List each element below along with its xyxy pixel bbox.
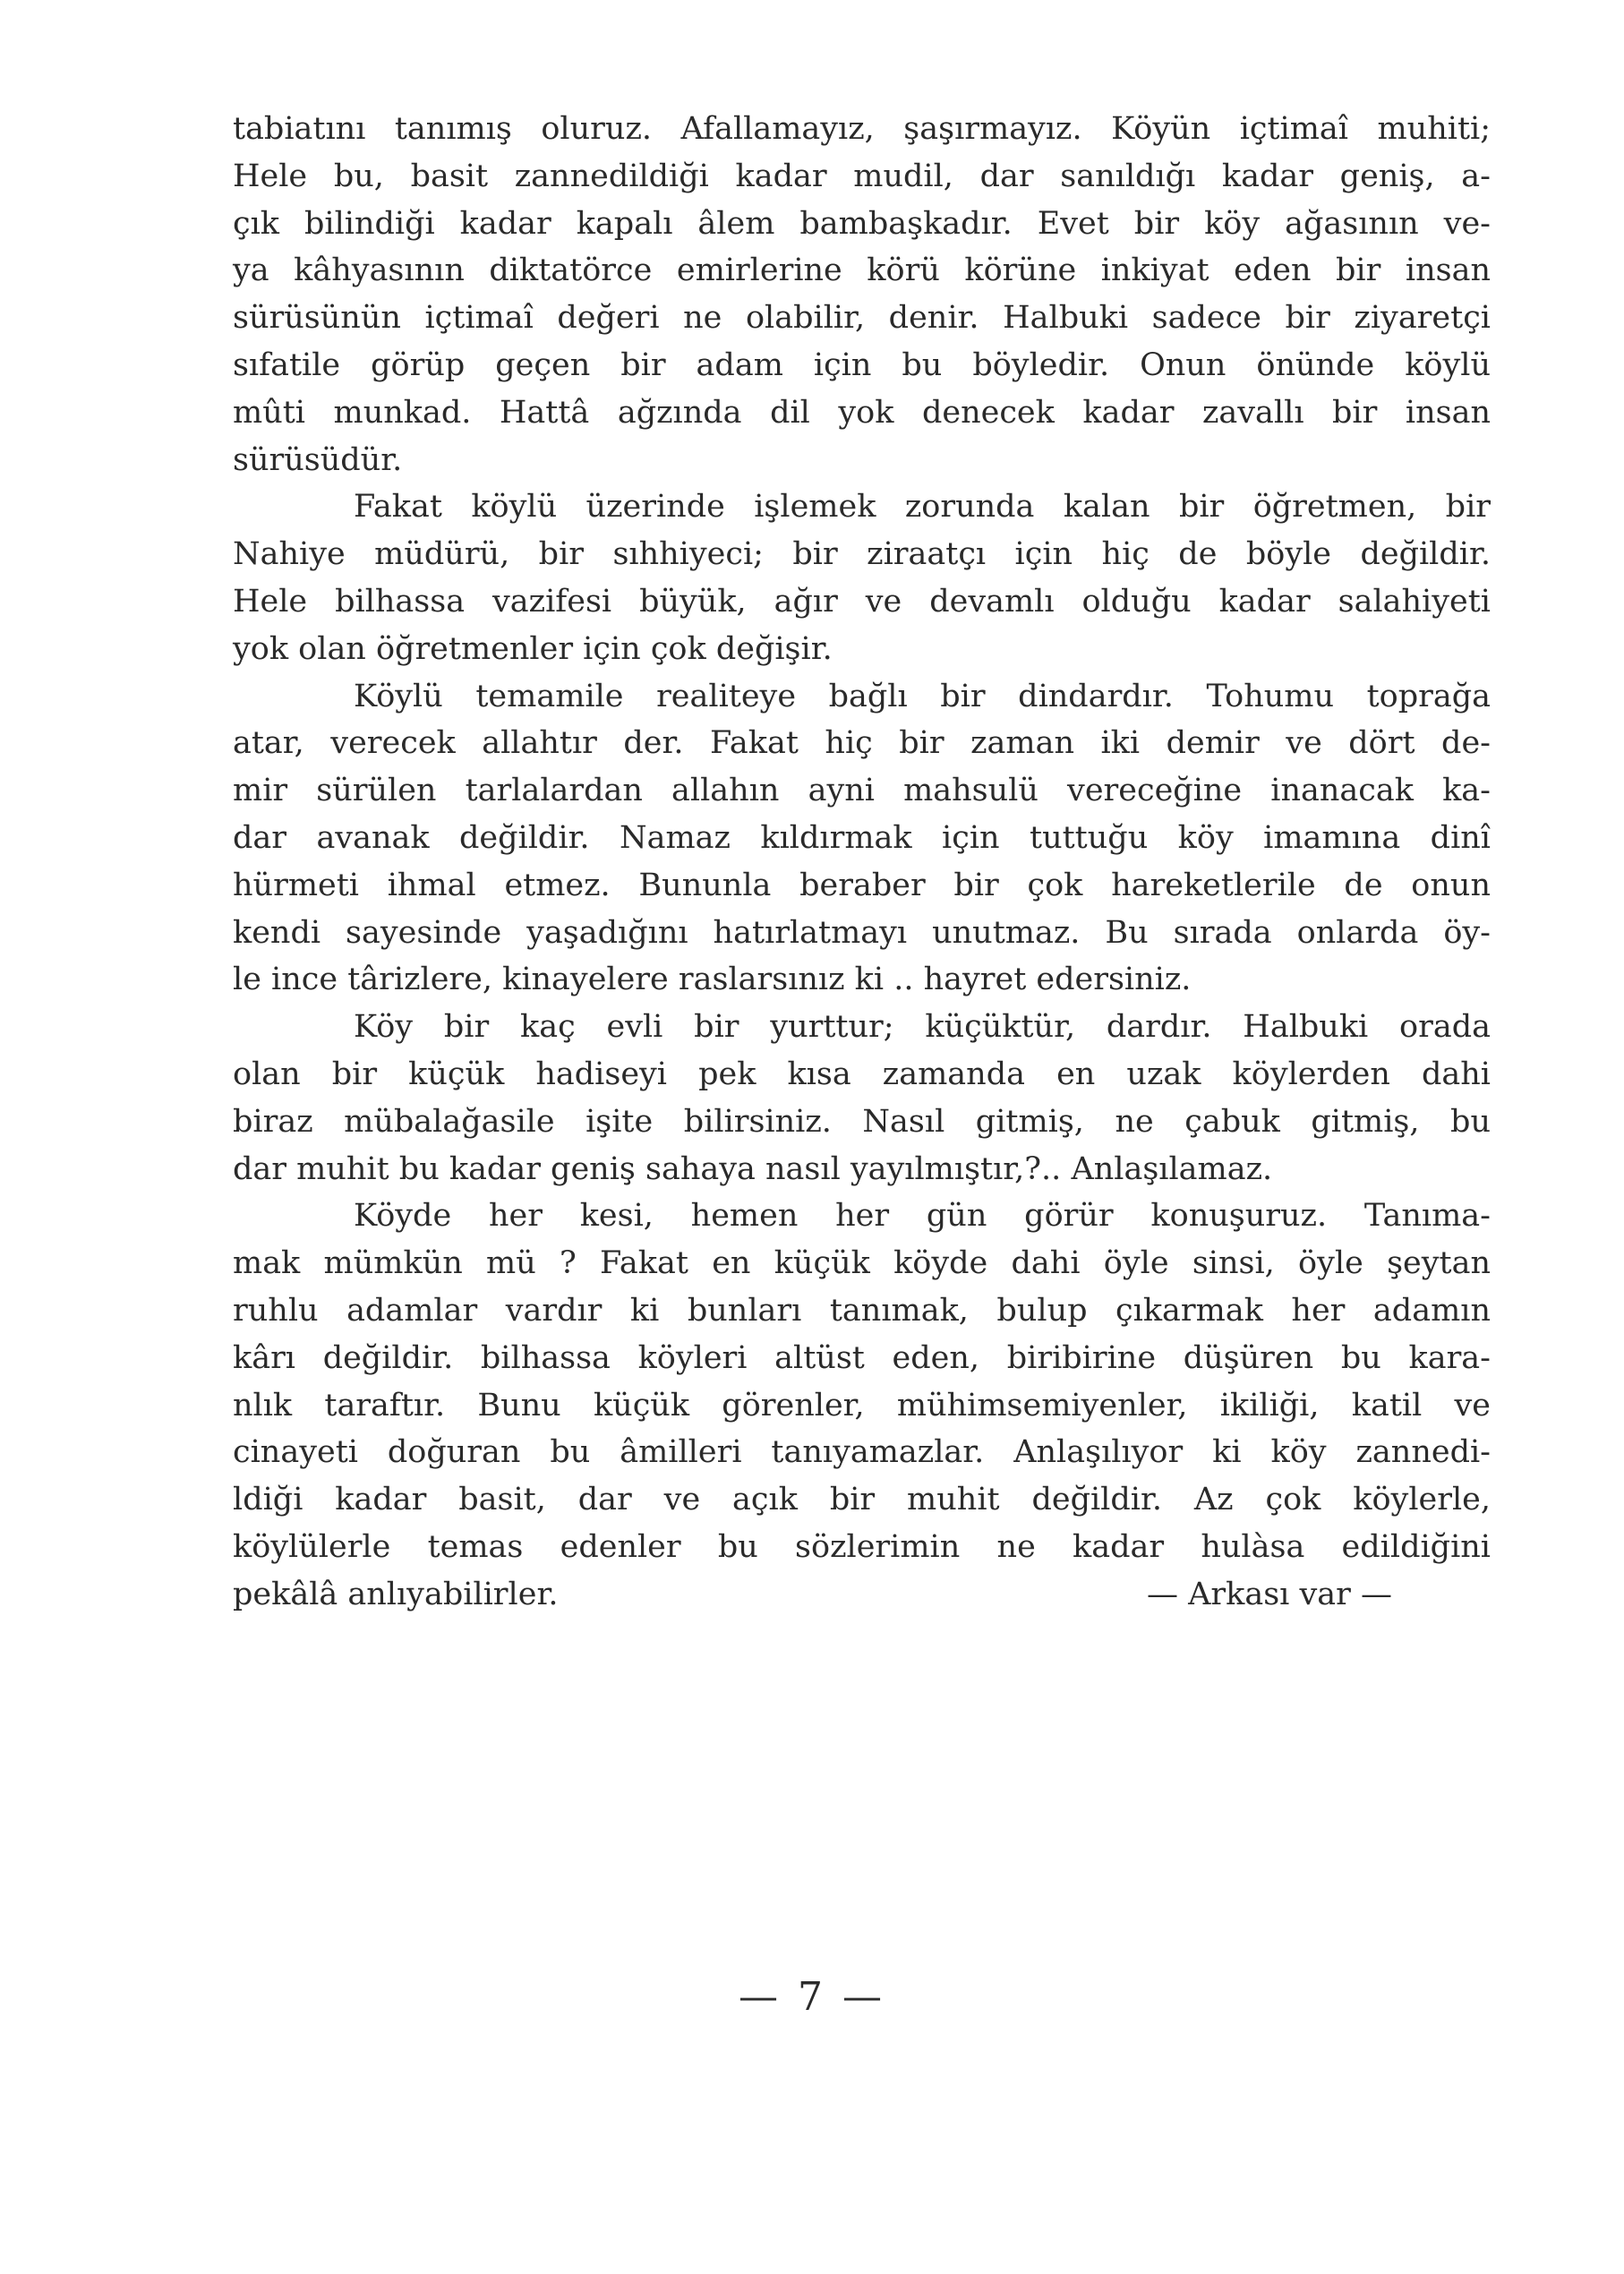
text-line: mak mümkün mü ? Fakat en küçük köyde dahi öyle sinsi, öyle şeytan — [233, 1245, 1491, 1282]
text-line: sürüsünün içtimaî değeri ne olabilir, denir. Halbuki sadece bir ziyaretçi — [233, 300, 1491, 337]
text-line: sıfatile görüp geçen bir adam için bu böyledir. Onun önünde köylü — [233, 346, 1491, 383]
text-line: atar, verecek allahtır der. Fakat hiç bir zaman iki demir ve dört de- — [233, 725, 1491, 762]
text-line: sürüsüdür. — [233, 441, 403, 478]
paragraph — [233, 483, 1491, 672]
text-line: Hele bilhassa vazifesi büyük, ağır ve devamlı olduğu kadar salahiyeti — [233, 583, 1491, 620]
text-line: ruhlu adamlar vardır ki bunları tanımak, bulup çıkarmak her adamın — [233, 1292, 1491, 1329]
text-line: ya kâhyasının diktatörce emirlerine körü körüne inkiyat eden bir insan — [233, 252, 1491, 289]
text-line: köylülerle temas edenler bu sözlerimin ne kadar hulàsa edildiğini — [233, 1528, 1491, 1565]
text-line: kendi sayesinde yaşadığını hatırlatmayı unutmaz. Bu sırada onlarda öy- — [233, 914, 1491, 951]
text-line: mir sürülen tarlalardan allahın ayni mahsulü vereceğine inanacak ka- — [233, 773, 1491, 809]
text-line: Nahiye müdürü, bir sıhhiyeci; bir ziraatçı için hiç de böyle değildir. — [233, 536, 1491, 573]
text-line: le ince târizlere, kinayelere raslarsınız ki .. hayret edersiniz. — [233, 962, 1192, 998]
text-line: Köylü temamile realiteye bağlı bir dindardır. Tohumu toprağa — [354, 678, 1491, 714]
continued-notice: — Arkası var — — [1147, 1576, 1392, 1612]
text-line: nlık taraftır. Bunu küçük görenler, mühimsemiyenler, ikiliği, katil ve — [233, 1387, 1491, 1423]
text-line: Köyde her kesi, hemen her gün görür konuşuruz. Tanıma- — [354, 1198, 1491, 1235]
text-line: biraz mübalağasile işite bilirsiniz. Nasıl gitmiş, ne çabuk gitmiş, bu — [233, 1103, 1491, 1140]
text-line: hürmeti ihmal etmez. Bununla beraber bir çok hareketlerile de onun — [233, 867, 1491, 903]
paragraph — [233, 1004, 1491, 1193]
text-line: çık bilindiği kadar kapalı âlem bambaşkadır. Evet bir köy ağasının ve- — [233, 205, 1491, 242]
text-line: yok olan öğretmenler için çok değişir. — [233, 630, 833, 667]
text-line: olan bir küçük hadiseyi pek kısa zamanda en uzak köylerden dahi — [233, 1056, 1491, 1092]
paragraph — [233, 106, 1491, 483]
text-line: dar muhit bu kadar geniş sahaya nasıl yayılmıştır,?.. Anlaşılamaz. — [233, 1150, 1273, 1187]
text-line: tabiatını tanımış oluruz. Afallamayız, şaşırmayız. Köyün içtimaî muhiti; — [233, 111, 1491, 147]
text-line: dar avanak değildir. Namaz kıldırmak için tuttuğu köy imamına dinî — [233, 819, 1491, 856]
closing-line — [233, 1571, 1491, 1619]
paragraph — [233, 1193, 1491, 1618]
text-line: pekâlâ anlıyabilirler. — [233, 1576, 559, 1612]
text-line: cinayeti doğuran bu âmilleri tanıyamazlar. Anlaşılıyor ki köy zannedi- — [233, 1434, 1491, 1471]
text-line: Hele bu, basit zannedildiği kadar mudil, dar sanıldığı kadar geniş, a- — [233, 158, 1491, 194]
text-line: ldiği kadar basit, dar ve açık bir muhit değildir. Az çok köylerle, — [233, 1482, 1491, 1518]
text-line: mûti munkad. Hattâ ağzında dil yok denecek kadar zavallı bir insan — [233, 394, 1491, 431]
page-number: — 7 — — [739, 1974, 885, 2020]
text-line: Fakat köylü üzerinde işlemek zorunda kalan bir öğretmen, bir — [354, 489, 1491, 526]
text-line: Köy bir kaç evli bir yurttur; küçüktür, dardır. Halbuki orada — [354, 1009, 1491, 1046]
body-text — [233, 106, 1491, 1619]
paragraph — [233, 673, 1491, 1004]
text-line: kârı değildir. bilhassa köyleri altüst eden, biribirine düşüren bu kara- — [233, 1339, 1491, 1376]
